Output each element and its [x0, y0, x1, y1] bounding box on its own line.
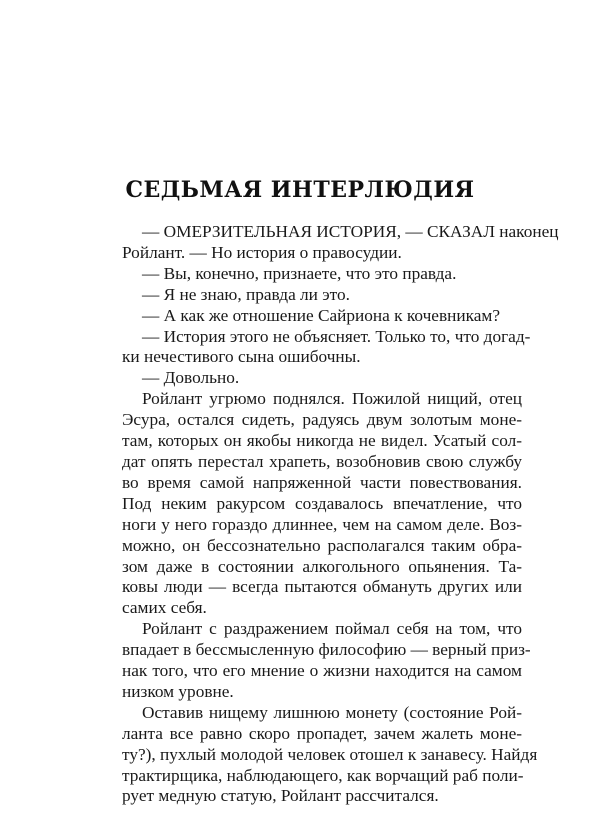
paragraph — [102, 702, 538, 808]
text-line: — История этого не объясняет. Только то, что догад- — [142, 326, 531, 346]
text-line: Ройлант. — Но история о правосудии. — [122, 242, 402, 262]
paragraph — [102, 306, 522, 327]
paragraph — [102, 285, 522, 306]
text-line: там, которых он якобы никогда не видел. Усатый сол- — [122, 431, 522, 451]
text-line: во время самой напряженной части повествования. — [122, 472, 522, 492]
text-line: ковы люди — всегда пытаются обмануть других или — [122, 577, 522, 597]
text-line: нак того, что его мнение о жизни находится на самом — [122, 661, 522, 681]
body-text — [102, 222, 559, 807]
text-line: Ройлант с раздражением поймал себя на том, что — [142, 619, 522, 639]
text-line: Эсура, остался сидеть, радуясь двум золотым моне- — [122, 410, 522, 430]
text-line: Под неким ракурсом создавалось впечатление, что — [122, 493, 522, 513]
text-line: можно, он бессознательно располагался таким обра- — [122, 535, 522, 555]
text-line: — Вы, конечно, признаете, что это правда. — [142, 263, 457, 283]
text-line: — ОМЕРЗИТЕЛЬНАЯ ИСТОРИЯ, — СКАЗАЛ наконец — [142, 222, 559, 241]
chapter-title: СЕДЬМАЯ ИНТЕРЛЮДИЯ — [125, 177, 475, 203]
text-line: Оставив нищему лишнюю монету (состояние Рой- — [142, 702, 522, 722]
paragraph — [102, 619, 531, 703]
text-line: трактирщика, наблюдающего, как ворчащий раб поли- — [122, 765, 524, 785]
text-line: зом даже в состоянии алкогольного опьянения. Та- — [122, 556, 522, 576]
text-line: рует медную статую, Ройлант рассчитался. — [122, 786, 439, 806]
text-line: самих себя. — [122, 598, 207, 618]
text-line: ту?), пухлый молодой человек отошел к занавесу. Найдя — [122, 744, 538, 764]
paragraph — [102, 264, 522, 285]
text-line: — Я не знаю, правда ли это. — [142, 284, 350, 304]
paragraph — [102, 389, 522, 619]
text-line: низком уровне. — [122, 681, 234, 701]
text-line: Ройлант угрюмо поднялся. Пожилой нищий, отец — [142, 389, 522, 409]
paragraph — [102, 368, 522, 389]
text-line: ланта все равно скоро пропадет, зачем жалеть моне- — [122, 723, 522, 743]
paragraph — [102, 222, 559, 264]
paragraph — [102, 326, 531, 369]
text-line: — А как же отношение Сайриона к кочевникам? — [142, 305, 501, 325]
text-line: — Довольно. — [142, 368, 240, 388]
text-line: ки нечестивого сына ошибочны. — [122, 347, 361, 367]
text-line: впадает в бессмысленную философию — верный приз- — [122, 640, 531, 660]
text-line: дат опять перестал храпеть, возобновив свою службу — [122, 451, 522, 471]
text-line: ноги у него гораздо длиннее, чем на самом деле. Воз- — [122, 514, 522, 534]
